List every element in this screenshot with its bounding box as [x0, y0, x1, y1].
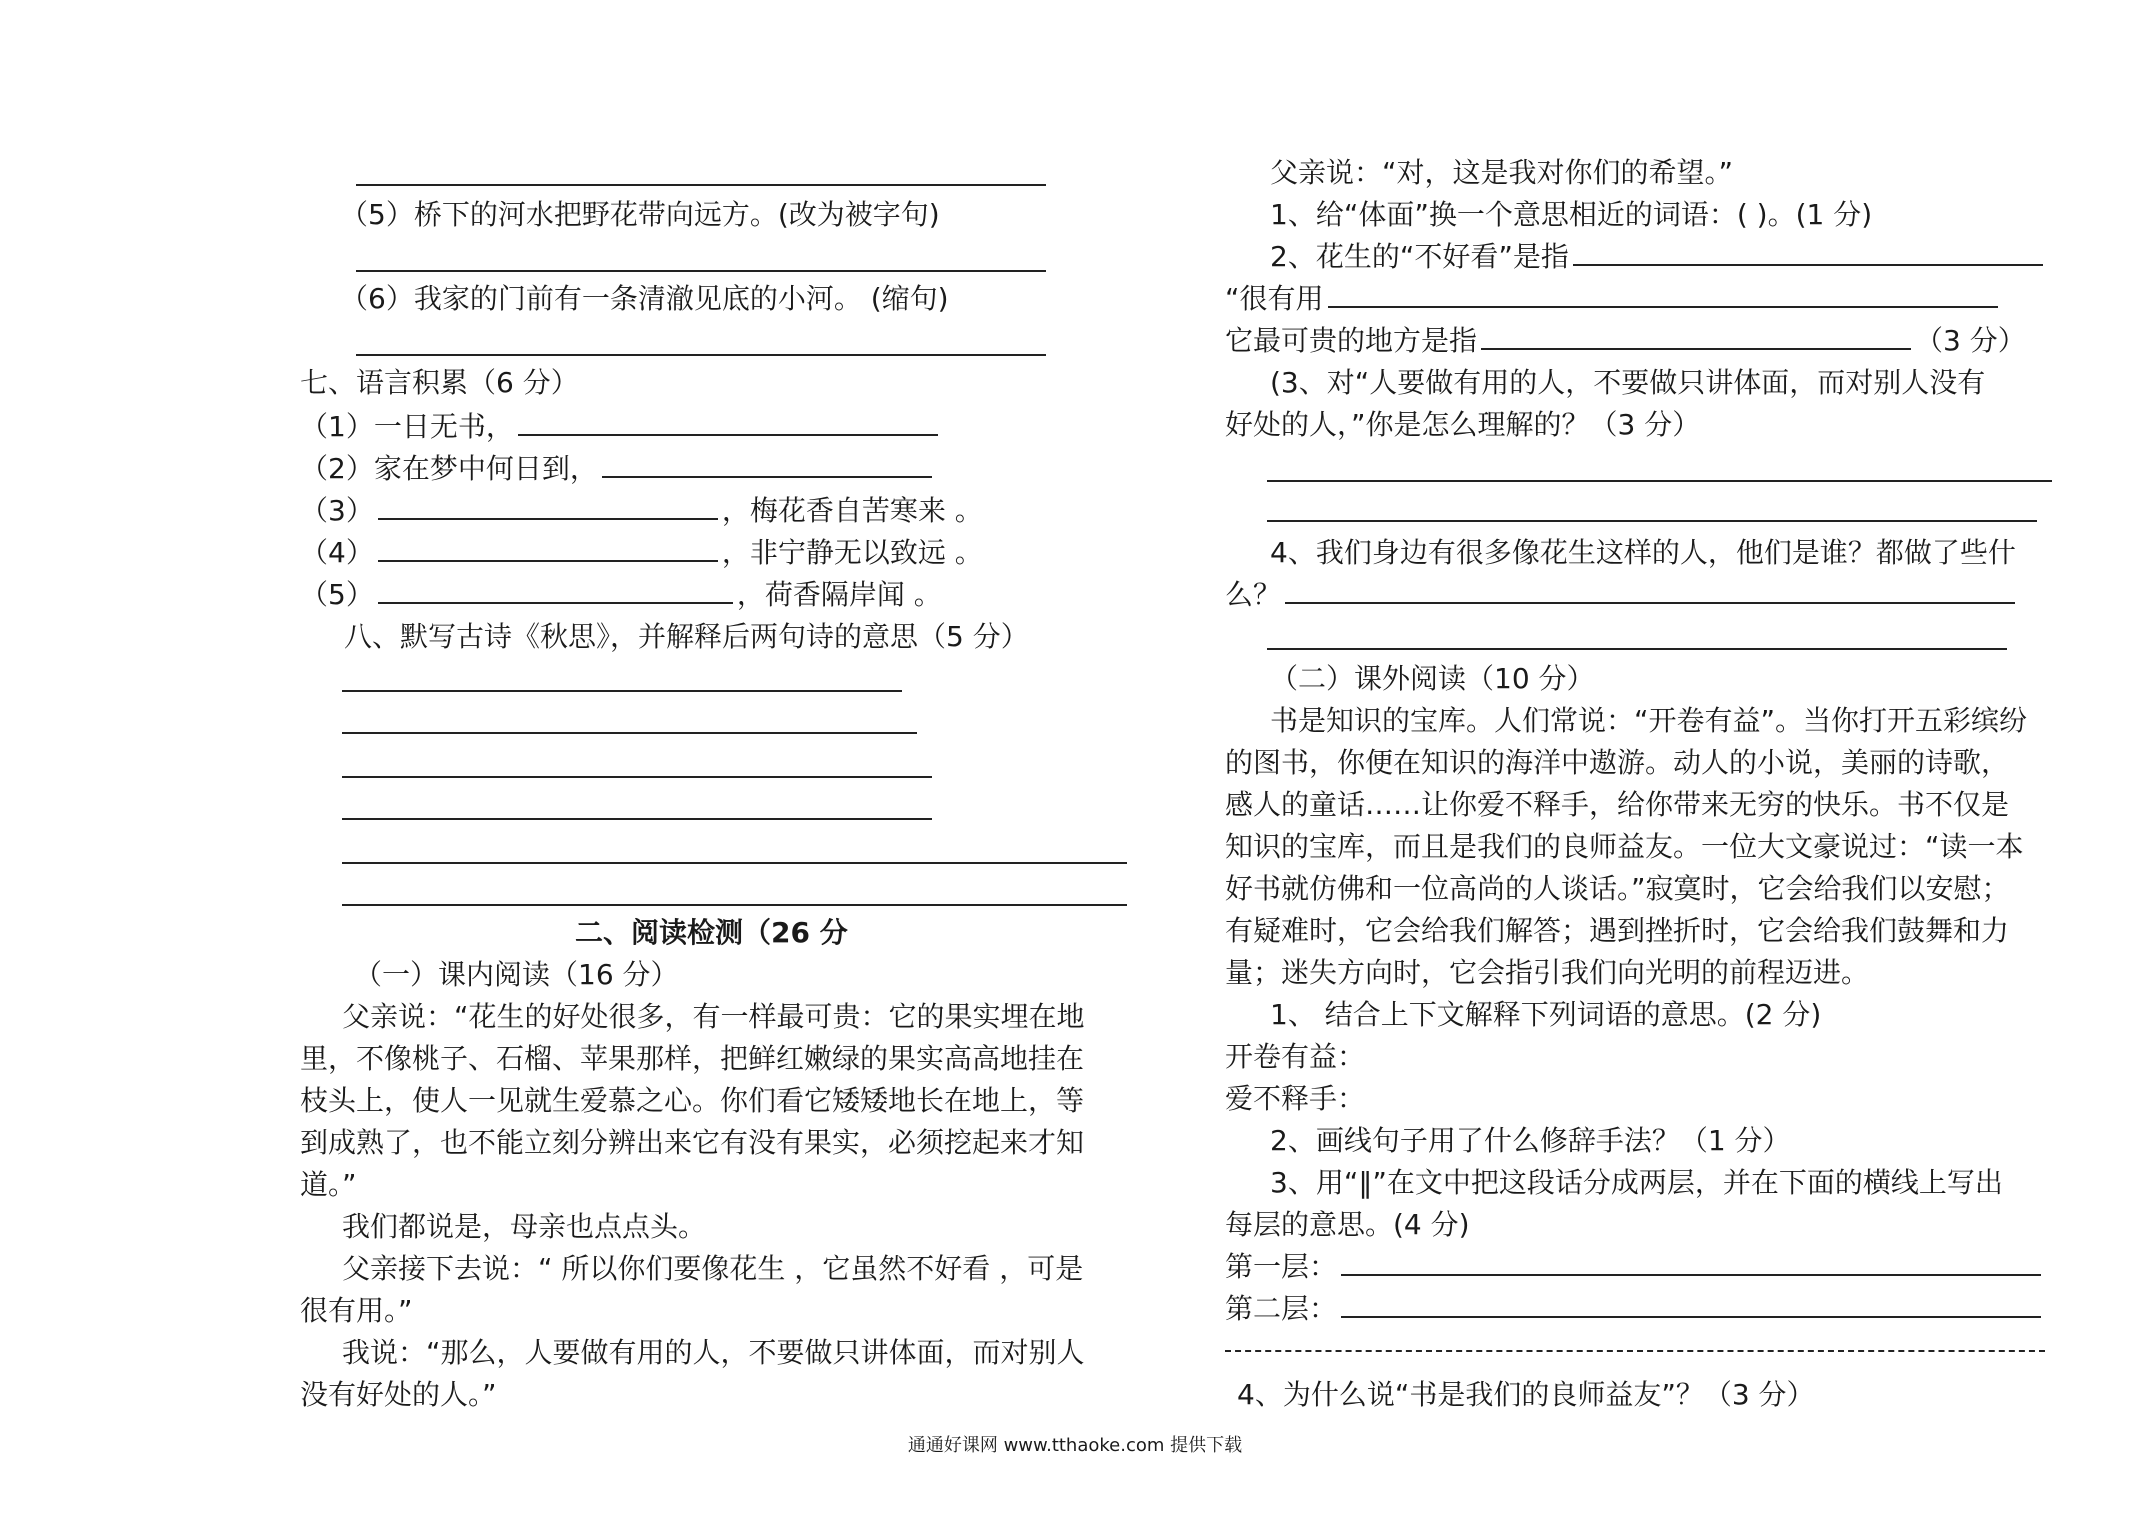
poem-line[interactable]: [342, 904, 1127, 906]
fill-blank[interactable]: [1341, 1294, 2041, 1318]
passage-line: 的图书，你便在知识的海洋中遨游。动人的小说，美丽的诗歌，: [1225, 746, 2010, 779]
out-question-2: 2、画线句子用了什么修辞手法？（1 分）: [1270, 1124, 1791, 1157]
term-2: 爱不释手：: [1225, 1082, 1366, 1115]
poem-line[interactable]: [342, 818, 932, 820]
passage-line: 我说：“那么，人要做有用的人，不要做只讲体面，而对别人: [342, 1336, 1085, 1369]
question-6: （6）我家的门前有一条清澈见底的小河。 (缩句): [340, 282, 949, 315]
question-2-text: 它最可贵的地方是指: [1225, 324, 1478, 357]
answer-line[interactable]: [1267, 480, 2052, 482]
passage-line: 父亲接下去说：“ 所以你们要像花生 ，它虽然不好看 ，可是: [342, 1252, 1084, 1285]
passage-line: 知识的宝库，而且是我们的良师益友。一位大文豪说过：“读一本: [1225, 830, 2024, 863]
fill-blank[interactable]: [378, 496, 718, 520]
passage-line: 没有好处的人。”: [300, 1378, 497, 1411]
fill-blank[interactable]: [1328, 284, 1998, 308]
passage-line: 到成熟了，也不能立刻分辨出来它有没有果实，必须挖起来才知: [300, 1126, 1085, 1159]
layer-1: [1225, 1250, 2045, 1284]
accumulation-1: [300, 410, 942, 444]
question-2-continued: [1225, 282, 2002, 316]
fill-blank[interactable]: [1285, 580, 2015, 604]
passage-line: 里，不像桃子、石榴、苹果那样，把鲜红嫩绿的果实高高地挂在: [300, 1042, 1085, 1075]
layer-2: [1225, 1292, 2045, 1326]
question-4-continued: [1225, 578, 2019, 612]
poem-line[interactable]: [342, 776, 932, 778]
poem-line[interactable]: [342, 862, 1127, 864]
accumulation-2-text: （2）家在梦中何日到，: [300, 452, 598, 485]
fill-blank[interactable]: [518, 412, 938, 436]
section-7-title: 七、语言积累（6 分）: [300, 366, 579, 399]
question-5: （5）桥下的河水把野花带向远方。(改为被字句): [340, 198, 940, 231]
fill-blank[interactable]: [1481, 326, 1911, 350]
layer-1-label: 第一层：: [1225, 1250, 1338, 1283]
accumulation-4: [300, 536, 983, 570]
footer-credit: 通通好课网 www.tthaoke.com 提供下载: [907, 1435, 1243, 1456]
passage-line: 父亲说：“花生的好处很多，有一样最可贵：它的果实埋在地: [342, 1000, 1085, 1033]
answer-line[interactable]: [356, 184, 1046, 186]
answer-line[interactable]: [356, 270, 1046, 272]
question-4: 4、我们身边有很多像花生这样的人，他们是谁？都做了些什: [1270, 536, 2016, 569]
question-1: 1、给“体面”换一个意思相近的词语：( )。(1 分): [1270, 198, 1873, 231]
passage-line: 很有用。”: [300, 1294, 413, 1327]
passage-line: 书是知识的宝库。人们常说：“开卷有益”。当你打开五彩缤纷: [1270, 704, 2028, 737]
passage-line: 我们都说是，母亲也点点头。: [342, 1210, 707, 1243]
question-2-continued: [1225, 324, 2026, 358]
section-8-title: 八、默写古诗《秋思》，并解释后两句诗的意思（5 分）: [344, 620, 1029, 653]
answer-line[interactable]: [1267, 648, 2007, 650]
score-label: （3 分）: [1915, 324, 2026, 357]
fill-blank[interactable]: [378, 580, 733, 604]
accumulation-3-prefix: （3）: [300, 494, 374, 527]
part-2-title: 二、阅读检测（26 分: [575, 916, 848, 949]
accumulation-3: [300, 494, 983, 528]
out-class-reading-title: （二）课外阅读（10 分）: [1270, 662, 1595, 695]
question-4-text: 么？: [1225, 578, 1282, 611]
passage-line: 好书就仿佛和一位高尚的人谈话。”寂寞时，它会给我们以安慰；: [1225, 872, 2010, 905]
accumulation-1-text: （1）一日无书，: [300, 410, 514, 443]
answer-line[interactable]: [1267, 520, 2037, 522]
dashed-answer-line[interactable]: [1225, 1350, 2045, 1352]
accumulation-5: [300, 578, 942, 612]
accumulation-4-prefix: （4）: [300, 536, 374, 569]
passage-line: 枝头上，使人一见就生爱慕之心。你们看它矮矮地长在地上，等: [300, 1084, 1085, 1117]
out-question-3-continued: 每层的意思。(4 分): [1225, 1208, 1470, 1241]
fill-blank[interactable]: [602, 454, 932, 478]
fill-blank[interactable]: [1341, 1252, 2041, 1276]
answer-line[interactable]: [356, 354, 1046, 356]
question-2: [1270, 240, 2047, 274]
passage-line: 道。”: [300, 1168, 357, 1201]
fill-blank[interactable]: [1573, 242, 2043, 266]
in-class-reading-title: （一）课内阅读（16 分）: [354, 958, 679, 991]
poem-line[interactable]: [342, 690, 902, 692]
accumulation-5-suffix: ，荷香隔岸闻 。: [736, 578, 942, 611]
layer-2-label: 第二层：: [1225, 1292, 1338, 1325]
passage-line: 量；迷失方向时，它会指引我们向光明的前程迈进。: [1225, 956, 1870, 989]
accumulation-5-prefix: （5）: [300, 578, 374, 611]
out-question-3: 3、用“‖”在文中把这段话分成两层，并在下面的横线上写出: [1270, 1166, 2003, 1199]
out-question-1: 1、 结合上下文解释下列词语的意思。(2 分): [1270, 998, 1822, 1031]
question-3: (3、对“人要做有用的人，不要做只讲体面，而对别人没有: [1270, 366, 1986, 399]
term-1: 开卷有益：: [1225, 1040, 1366, 1073]
question-2-text: 2、花生的“不好看”是指: [1270, 240, 1569, 273]
passage-line: 父亲说：“对，这是我对你们的希望。”: [1270, 156, 1734, 189]
passage-line: 有疑难时，它会给我们解答；遇到挫折时，它会给我们鼓舞和力: [1225, 914, 2010, 947]
accumulation-2: [300, 452, 936, 486]
accumulation-4-suffix: ，非宁静无以致远 。: [721, 536, 983, 569]
poem-line[interactable]: [342, 732, 917, 734]
out-question-4: 4、为什么说“书是我们的良师益友”？（3 分）: [1237, 1378, 1815, 1411]
question-2-text: “很有用: [1225, 282, 1324, 315]
question-3-continued: 好处的人，”你是怎么理解的？（3 分）: [1225, 408, 1701, 441]
passage-line: 感人的童话……让你爱不释手，给你带来无穷的快乐。书不仅是: [1225, 788, 2010, 821]
fill-blank[interactable]: [378, 538, 718, 562]
accumulation-3-suffix: ，梅花香自苦寒来 。: [721, 494, 983, 527]
